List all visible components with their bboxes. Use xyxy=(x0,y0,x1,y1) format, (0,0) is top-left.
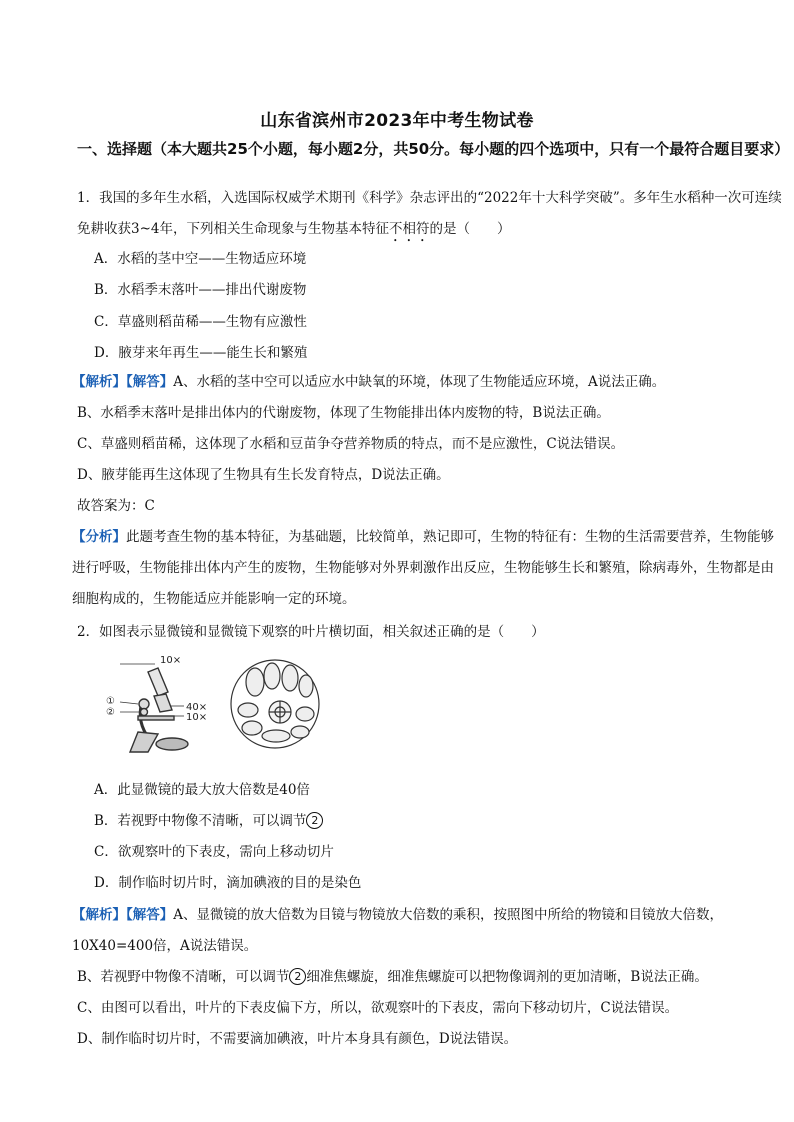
q2-analysis-a-text: A、显微镜的放大倍数为目镜与物镜放大倍数的乘积，按照图中所给的物镜和目镜放大倍数，10X40=400倍，A说法错误。 xyxy=(72,907,723,954)
q1-analysis-c: C、草盛则稻苗稀，这体现了水稻和豆苗争夺营养物质的特点，而不是应激性，C说法错误。 xyxy=(77,436,625,452)
q1-answer: 故答案为：C xyxy=(77,498,155,514)
question-2-stem: 2．如图表示显微镜和显微镜下观察的叶片横切面，相关叙述正确的是（ ） xyxy=(77,624,545,640)
analysis-tag: 【解析】 xyxy=(72,374,126,390)
q1-fenxi xyxy=(72,522,784,615)
analysis-tag: 【解析】 xyxy=(72,907,126,923)
objective-10-label: 10× xyxy=(186,712,208,723)
leaf-section-icon xyxy=(231,660,319,748)
q1-option-c: C．草盛则稻苗稀——生物有应激性 xyxy=(94,314,307,330)
q2-analysis-d: D、制作临时切片时，不需要滴加碘液，叶片本身具有颜色，D说法错误。 xyxy=(77,1031,518,1047)
q2-analysis-b xyxy=(77,962,784,993)
fenxi-tag: 【分析】 xyxy=(72,529,126,545)
answer-tag: 【解答】 xyxy=(126,374,174,390)
q1-analysis-d: D、腋芽能再生这体现了生物具有生长发育特点，D说法正确。 xyxy=(77,467,450,483)
microscope-svg xyxy=(100,652,330,762)
q2-analysis-c: C、由图可以看出，叶片的下表皮偏下方，所以，欲观察叶的下表皮，需向下移动切片，C说法错误。 xyxy=(77,1000,679,1016)
question-1-emphasis: 不相符 xyxy=(389,221,430,237)
section-heading: 一、选择题（本大题共25个小题，每小题2分，共50分。每小题的四个选项中，只有一个最符合题目要求） xyxy=(77,140,790,158)
objective-40-label: 40× xyxy=(186,702,208,713)
q2-option-d: D．制作临时切片时，滴加碘液的目的是染色 xyxy=(94,875,362,891)
answer-tag: 【解答】 xyxy=(126,907,174,923)
q2-analysis xyxy=(72,900,784,1055)
knob-2-label: ② xyxy=(106,707,115,718)
q2-analysis-b-post: 细准焦螺旋，细准焦螺旋可以把物像调剂的更加清晰，B说法正确。 xyxy=(306,969,708,985)
q1-option-d: D．腋芽来年再生——能生长和繁殖 xyxy=(94,345,308,361)
circled-number-2: 2 xyxy=(306,812,323,829)
microscope-icon xyxy=(120,664,188,752)
q2-option-b-text: B．若视野中物像不清晰，可以调节 xyxy=(94,813,307,829)
page-title: 山东省滨州市2023年中考生物试卷 xyxy=(260,111,534,131)
microscope-figure xyxy=(100,652,330,762)
circled-number-2: 2 xyxy=(289,968,306,985)
q2-option-b xyxy=(94,809,323,833)
q2-analysis-a xyxy=(72,900,784,962)
q2-analysis-b-pre: B、若视野中物像不清晰，可以调节 xyxy=(77,969,290,985)
eyepiece-label: 10× xyxy=(160,655,182,666)
q1-analysis-b: B、水稻季末落叶是排出体内的代谢废物，体现了生物能排出体内废物的特，B说法正确。 xyxy=(77,405,610,421)
question-1-stem xyxy=(77,183,789,245)
question-1-stem-text: 1．我国的多年生水稻，入选国际权威学术期刊《科学》杂志评出的“2022年十大科学突破”。多年生水稻种一次可连续免耕收获3~4年，下列相关生命现象与生物基本特征 xyxy=(77,190,782,237)
q1-fenxi-text: 此题考查生物的基本特征，为基础题，比较简单，熟记即可，生物的特征有：生物的生活需要营养，生物能够进行呼吸，生物能排出体内产生的废物，生物能够对外界刺激作出反应，生物能够生长和繁殖，除病毒外，生物都是由细胞构成的，生物能适应并能影响一定的环境。 xyxy=(72,529,774,607)
q2-option-c: C．欲观察叶的下表皮，需向上移动切片 xyxy=(94,844,334,860)
knob-1-label: ① xyxy=(106,696,115,707)
q1-option-a: A．水稻的茎中空——生物适应环境 xyxy=(94,251,307,267)
q2-option-a: A．此显微镜的最大放大倍数是40倍 xyxy=(94,782,310,798)
q1-option-b: B．水稻季末落叶——排出代谢废物 xyxy=(94,282,307,298)
question-1-stem-tail: 的是（ ） xyxy=(429,221,511,237)
q1-analysis-a: A、水稻的茎中空可以适应水中缺氧的环境，体现了生物能适应环境，A说法正确。 xyxy=(173,374,666,390)
q1-analysis-line-a xyxy=(72,367,784,398)
q1-analysis xyxy=(72,367,784,615)
